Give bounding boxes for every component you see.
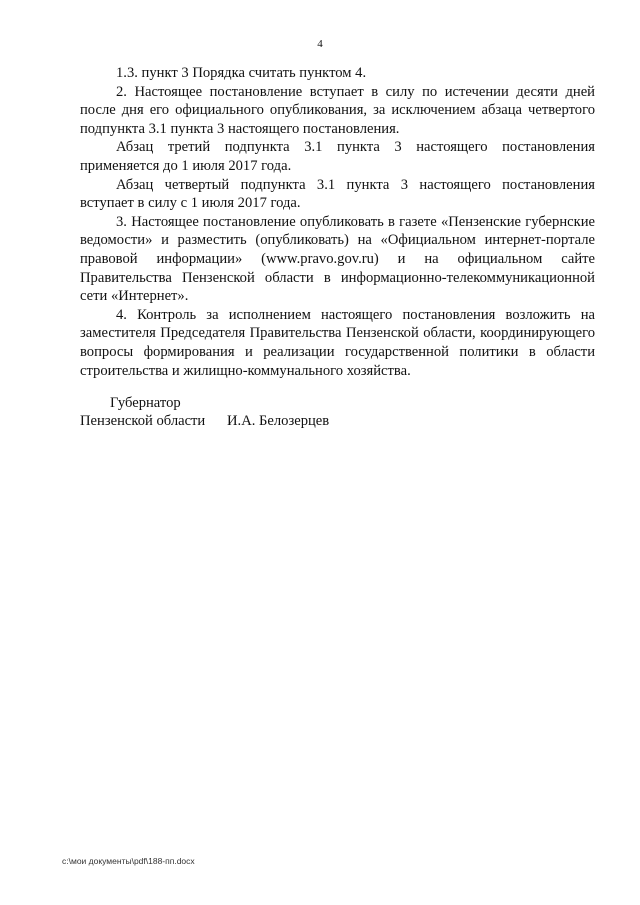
paragraph-abzac-tretiy: Абзац третий подпункта 3.1 пункта 3 настоящего постановления применяется до 1 июля 2017 года. <box>80 139 595 174</box>
footer-file-path: c:\мои документы\pdf\188-пп.docx <box>62 856 195 866</box>
paragraph-2: 2. Настоящее постановление вступает в силу по истечении десяти дней после дня его официального опубликования, за исключением абзаца четвертого подпункта 3.1 пункта 3 настоящего постановления. <box>80 83 595 137</box>
paragraph-3: 3. Настоящее постановление опубликовать в газете «Пензенские губернские ведомости» и разместить (опубликовать) на «Официальном интернет-портале правовой информации» (www.pravo.gov.ru) и на официальном сайте Правительства Пензенской области в информационно-телекоммуникационной сети «Интернет». <box>80 213 595 305</box>
paragraph-abzac-chetvertyy: Абзац четвертый подпункта 3.1 пункта 3 настоящего постановления вступает в силу с 1 июля 2017 года. <box>80 176 595 212</box>
document-body <box>80 64 595 380</box>
paragraph-4: 4. Контроль за исполнением настоящего постановления возложить на заместителя Председателя Правительства Пензенской области, координирующего вопросы формирования и реализации государственной политики в области строительства и жилищно-коммунального хозяйства. <box>80 306 595 379</box>
signature-name: И.А. Белозерцев <box>227 413 330 429</box>
signature-title: Губернатор <box>110 395 181 411</box>
signature-region: Пензенской области <box>80 413 206 429</box>
page-number: 4 <box>317 38 323 50</box>
paragraph-1-3: 1.3. пункт 3 Порядка считать пунктом 4. <box>116 65 367 81</box>
